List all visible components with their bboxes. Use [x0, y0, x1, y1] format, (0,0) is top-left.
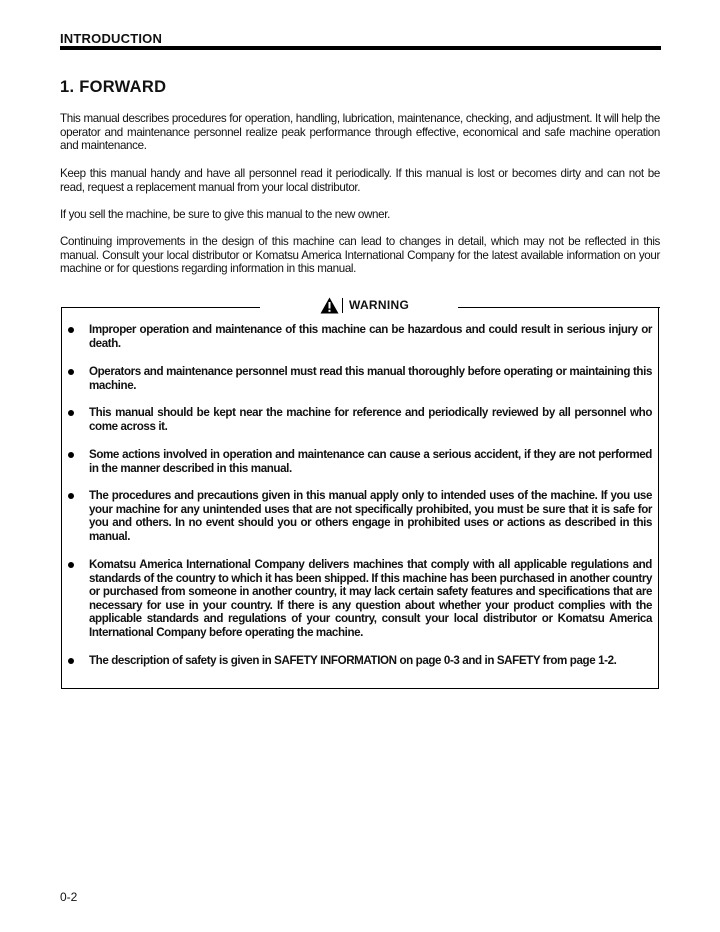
bullet-icon: [68, 369, 74, 375]
warning-item: [66, 558, 654, 639]
section-title: 1. FORWARD: [60, 78, 167, 96]
warning-label: WARNING: [349, 298, 410, 312]
bullet-icon: [68, 327, 74, 333]
bullet-icon: [68, 410, 74, 416]
header-rule: [60, 46, 661, 50]
bullet-icon: [68, 562, 74, 568]
warning-triangle-icon: [320, 297, 339, 314]
bullet-icon: [68, 658, 74, 664]
warning-heading-separator: [342, 298, 343, 313]
warning-item-text: The procedures and precautions given in this manual apply only to intended uses of the machine. If you use your machine for any unintended uses that are not specifically prohibited, you must be sure that it is safe for you and others. In no event should you or others engage in prohibited uses or actions as described in this manual.: [89, 489, 652, 543]
warning-item-text: The description of safety is given in SAFETY INFORMATION on page 0-3 and in SAFETY from page 1-2.: [89, 654, 617, 667]
warning-item: [66, 489, 654, 543]
warning-item-text: Improper operation and maintenance of this machine can be hazardous and could result in serious injury or death.: [89, 323, 652, 350]
paragraph-4: Continuing improvements in the design of this machine can lead to changes in detail, which may not be reflected in this manual. Consult your local distributor or Komatsu America International Company for the latest available information on your machine or for questions regarding information in this manual.: [60, 235, 660, 276]
warning-item: [66, 406, 654, 433]
warning-box-top-right-rule: [458, 307, 660, 308]
paragraph-1: This manual describes procedures for operation, handling, lubrication, maintenance, checking, and adjustment. It will help the operator and maintenance personnel realize peak performance through effective, economical and safe machine operation and maintenance.: [60, 112, 660, 153]
bullet-icon: [68, 493, 74, 499]
warning-box-top-left-rule: [61, 307, 260, 308]
page-number: 0-2: [60, 890, 78, 904]
paragraph-3: If you sell the machine, be sure to give this manual to the new owner.: [60, 208, 390, 221]
warning-item: [66, 323, 654, 350]
bullet-icon: [68, 452, 74, 458]
warning-item: [66, 654, 654, 667]
warning-item: [66, 365, 654, 392]
warning-item-text: Some actions involved in operation and maintenance can cause a serious accident, if they are not performed in the manner described in this manual.: [89, 448, 652, 475]
warning-item-text: This manual should be kept near the machine for reference and periodically reviewed by all personnel who come across it.: [89, 406, 652, 433]
paragraph-2: Keep this manual handy and have all personnel read it periodically. If this manual is lost or becomes dirty and can not be read, request a replacement manual from your local distributor.: [60, 167, 660, 194]
page-header: INTRODUCTION: [60, 31, 163, 46]
warning-item-text: Operators and maintenance personnel must read this manual thoroughly before operating or maintaining this machine.: [89, 365, 652, 392]
warning-item: [66, 448, 654, 475]
warning-heading: [320, 296, 409, 314]
warning-item-text: Komatsu America International Company delivers machines that comply with all applicable regulations and standards of the country to which it has been shipped. If this machine has been purchased in another country or purchased from someone in another country, it may lack certain safety features and specifications that are necessary for use in your country. If there is any question about whether your product complies with the applicable standards and regulations of your country, consult your local distributor or Komatsu America International Company before operating the machine.: [89, 558, 652, 639]
